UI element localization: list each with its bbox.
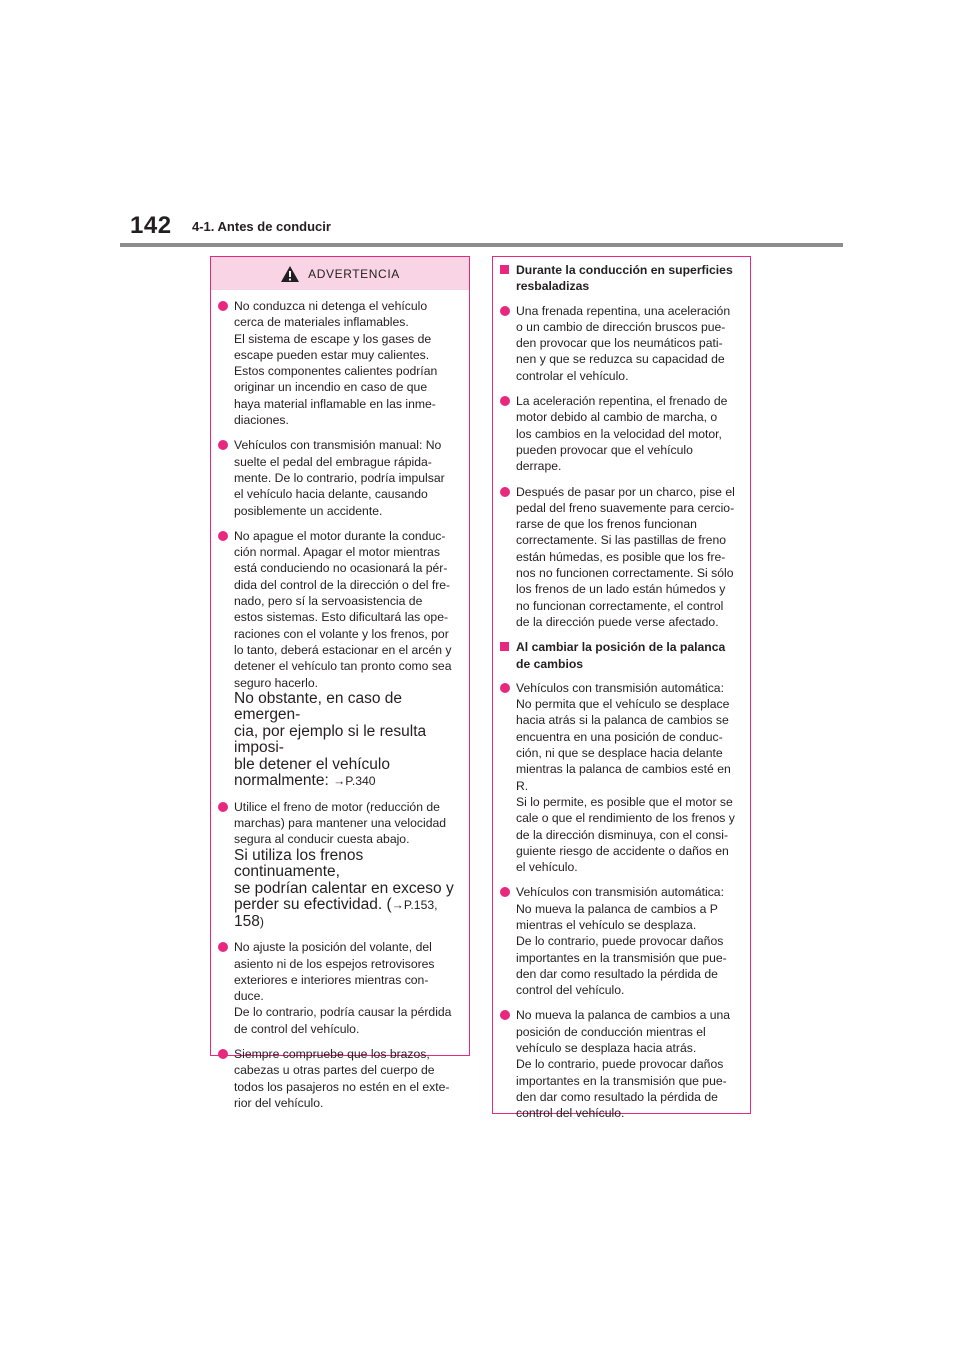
text-line: [234, 347, 463, 363]
text-line: cale o que el rendimiento de los frenos y: [516, 811, 735, 826]
line-text: De lo contrario, podría causar la pérdida: [234, 1005, 452, 1020]
text-line: den dar como resultado la pérdida de: [516, 1089, 718, 1104]
text-line: Después de pasar por un charco, pise el: [516, 484, 735, 499]
bullet-icon: [218, 942, 228, 952]
text-line: [234, 486, 463, 502]
line-text: todos los pasajeros no estén en el exte-: [234, 1079, 450, 1094]
text-line: den dar como resultado la pérdida de: [516, 966, 718, 981]
text-line: [234, 675, 463, 691]
text-line: [234, 831, 463, 847]
text-line: den provocar que los neumáticos pati-: [516, 336, 723, 351]
line-text: asiento ni de los espejos retrovisores: [234, 956, 435, 971]
text-line: están húmedas, es posible que los fre-: [516, 549, 726, 564]
text-line: [234, 363, 463, 379]
line-text: Siempre compruebe que los brazos,: [234, 1047, 430, 1061]
text-line: correctamente. Si las pastillas de freno: [516, 533, 726, 548]
text-line: [234, 848, 463, 881]
text-line: control del vehículo.: [516, 983, 625, 998]
text-line: De lo contrario, puede provocar daños: [516, 934, 724, 949]
bullet-icon: [218, 1049, 228, 1059]
line-text: de control del vehículo.: [234, 1021, 360, 1036]
page-reference: →P.340: [333, 774, 376, 789]
warning-item: [217, 799, 463, 930]
text-line: [234, 577, 463, 593]
text-line: [234, 609, 463, 625]
warning-item: [217, 528, 463, 790]
text-line: [234, 470, 463, 486]
line-text: cia, por ejemplo si le resulta imposi-: [234, 722, 427, 757]
text-line: [234, 412, 463, 428]
heading-line: Durante la conducción en superficies: [516, 263, 733, 277]
line-text: ción normal. Apagar el motor mientras: [234, 545, 440, 560]
text-line: encuentra en una posición de conduc-: [516, 729, 723, 744]
text-line: [234, 658, 463, 674]
line-text: segura al conducir cuesta abajo.: [234, 832, 410, 847]
text-line: pedal del freno suavemente para cercio-: [516, 500, 735, 515]
header-divider: [120, 243, 843, 247]
text-line: mientras la palanca de cambios esté en: [516, 762, 731, 777]
text-line: nos no funcionen correctamente. Si sólo: [516, 566, 734, 581]
text-line: o un cambio de dirección bruscos pue-: [516, 319, 726, 334]
text-line: [234, 396, 463, 412]
text-line: [234, 379, 463, 395]
text-line: [234, 1046, 463, 1062]
line-text: está conduciendo no ocasionará la pér-: [234, 561, 448, 576]
text-line: los frenos de un lado están húmedos y: [516, 582, 726, 597]
text-line: [234, 1079, 463, 1095]
page-reference: →P.153,: [391, 898, 438, 913]
text-line: [234, 939, 463, 955]
text-line: de la dirección puede verse afectado.: [516, 614, 719, 629]
bullet-icon: [500, 306, 510, 316]
info-item: [499, 393, 744, 474]
text-line: hacia atrás si la palanca de cambios se: [516, 713, 729, 728]
square-bullet-icon: [500, 642, 509, 651]
line-text: nado, pero sí la servoasistencia de: [234, 594, 423, 609]
info-item: [499, 484, 744, 631]
text-line: [234, 1021, 463, 1037]
line-text: lo tanto, deberá estacionar en el arcén y: [234, 642, 452, 657]
text-line: [234, 914, 463, 931]
square-bullet-icon: [500, 265, 509, 274]
line-text: cabezas u otras partes del cuerpo de: [234, 1063, 435, 1078]
text-line: [234, 1062, 463, 1078]
bullet-icon: [500, 396, 510, 406]
text-line: [234, 331, 463, 347]
text-line: nen y que se reduzca su capacidad de: [516, 352, 725, 367]
info-item: [499, 303, 744, 384]
text-line: de la dirección disminuya, con el consi-: [516, 827, 729, 842]
text-line: [234, 956, 463, 972]
line-text: rior del vehículo.: [234, 1095, 324, 1110]
text-line: controlar el vehículo.: [516, 368, 629, 383]
line-text: ble detener el vehículo: [234, 755, 390, 773]
warning-item: [217, 298, 463, 428]
text-line: motor debido al cambio de marcha, o: [516, 410, 718, 425]
text-line: De lo contrario, puede provocar daños: [516, 1057, 724, 1072]
text-line: vehículo se desplaza hacia atrás.: [516, 1041, 697, 1056]
info-content: [493, 257, 750, 1122]
text-line: [234, 972, 463, 988]
line-text: Si utiliza los frenos continuamente,: [234, 846, 364, 881]
line-text: Vehículos con transmisión manual: No: [234, 438, 442, 453]
text-line: [234, 544, 463, 560]
text-line: [234, 593, 463, 609]
text-line: importantes en la transmisión que pue-: [516, 1073, 727, 1088]
line-text: el vehículo hacia delante, causando: [234, 487, 428, 502]
warning-content: [211, 290, 469, 1111]
text-line: [234, 691, 463, 724]
line-text: raciones con el volante y los frenos, por: [234, 626, 449, 641]
bullet-icon: [500, 683, 510, 693]
text-line: [234, 1095, 463, 1111]
section-title: 4-1. Antes de conducir: [192, 219, 331, 234]
text-line: [234, 988, 463, 1004]
text-line: No mueva la palanca de cambios a una: [516, 1008, 731, 1023]
info-item: [499, 884, 744, 998]
text-line: [234, 773, 463, 790]
info-item: [499, 1007, 744, 1121]
text-line: [234, 757, 463, 774]
line-text: suelte el pedal del embrague rápida-: [234, 454, 432, 469]
text-line: La aceleración repentina, el frenado de: [516, 394, 728, 409]
line-text: dida del control de la dirección o del fre-: [234, 577, 451, 592]
text-line: Si lo permite, es posible que el motor se: [516, 794, 733, 809]
text-line: no funcionan correctamente, el control: [516, 598, 724, 613]
line-text: marchas) para mantener una velocidad: [234, 816, 447, 831]
bullet-icon: [500, 487, 510, 497]
line-text: mente. De lo contrario, podría impulsar: [234, 470, 445, 485]
text-line: [234, 528, 463, 544]
bullet-icon: [218, 440, 228, 450]
text-line: guiente riesgo de accidente o daños en: [516, 843, 729, 858]
text-line: [234, 437, 463, 453]
text-line: [234, 298, 463, 314]
page-header: [0, 0, 960, 250]
warning-triangle-icon: [280, 265, 300, 283]
line-text: diaciones.: [234, 413, 289, 428]
text-line: [234, 799, 463, 815]
line-text: posiblemente un accidente.: [234, 503, 383, 518]
text-line: mientras el vehículo se desplaza.: [516, 917, 697, 932]
text-line: Vehículos con transmisión automática:: [516, 885, 724, 900]
warning-header: [211, 257, 469, 290]
line-text: 158: [234, 912, 260, 930]
line-text: duce.: [234, 989, 264, 1004]
line-text: perder su efectividad. (: [234, 896, 392, 914]
line-text: normalmente:: [234, 772, 334, 790]
line-tail: ): [259, 914, 264, 929]
line-text: El sistema de escape y los gases de: [234, 331, 432, 346]
text-line: [234, 642, 463, 658]
text-line: pueden provocar que el vehículo: [516, 442, 693, 457]
heading-line: Al cambiar la posición de la palanca: [516, 640, 726, 655]
bullet-icon: [500, 887, 510, 897]
text-line: R.: [516, 778, 529, 793]
text-line: [234, 1004, 463, 1020]
line-text: exteriores e interiores mientras con-: [234, 972, 429, 987]
text-line: [234, 897, 463, 914]
info-box: [492, 256, 751, 1121]
text-line: control del vehículo.: [516, 1106, 625, 1121]
bullet-icon: [218, 301, 228, 311]
line-text: Utilice el freno de motor (reducción de: [234, 799, 440, 814]
line-text: Estos componentes calientes podrían: [234, 364, 438, 379]
text-line: Vehículos con transmisión automática:: [516, 680, 724, 695]
line-text: No obstante, en caso de emergen-: [234, 689, 403, 724]
warning-box: [210, 256, 470, 1110]
text-line: [234, 724, 463, 757]
text-line: [234, 314, 463, 330]
warning-item: [217, 1046, 463, 1111]
line-text: detener el vehículo tan pronto como sea: [234, 659, 452, 674]
line-text: cerca de materiales inflamables.: [234, 315, 409, 330]
line-text: No ajuste la posición del volante, del: [234, 940, 432, 955]
heading-line: de cambios: [516, 656, 584, 671]
text-line: No permita que el vehículo se desplace: [516, 697, 730, 712]
text-line: [234, 560, 463, 576]
subheading: [499, 639, 744, 672]
text-line: No mueva la palanca de cambios a P: [516, 901, 718, 916]
info-item: [499, 680, 744, 876]
line-text: haya material inflamable en las inme-: [234, 396, 436, 411]
line-text: se podrían calentar en exceso y: [234, 879, 454, 897]
warning-item: [217, 437, 463, 518]
line-text: seguro hacerlo.: [234, 675, 319, 690]
warning-title: ADVERTENCIA: [308, 266, 400, 281]
text-line: [234, 881, 463, 898]
text-line: rarse de que los frenos funcionan: [516, 517, 697, 532]
warning-item: [217, 939, 463, 1037]
text-line: Una frenada repentina, una aceleración: [516, 303, 731, 318]
text-line: [234, 503, 463, 519]
bullet-icon: [218, 802, 228, 812]
text-line: posición de conducción mientras el: [516, 1024, 706, 1039]
text-line: [234, 454, 463, 470]
text-line: [234, 626, 463, 642]
bullet-icon: [218, 531, 228, 541]
text-line: derrape.: [516, 459, 562, 474]
line-text: escape pueden estar muy calientes.: [234, 347, 430, 362]
line-text: No apague el motor durante la conduc-: [234, 528, 446, 543]
text-line: [234, 815, 463, 831]
heading-line: resbaladizas: [516, 279, 590, 294]
subheading: [499, 262, 744, 295]
text-line: el vehículo.: [516, 860, 578, 875]
line-text: originar un incendio en caso de que: [234, 380, 428, 395]
line-text: estos sistemas. Esto dificultará las ope-: [234, 610, 449, 625]
bullet-icon: [500, 1010, 510, 1020]
page-number: 142: [130, 212, 172, 239]
line-text: No conduzca ni detenga el vehículo: [234, 299, 428, 313]
text-line: importantes en la transmisión que pue-: [516, 950, 727, 965]
text-line: ción, ni que se desplace hacia delante: [516, 746, 723, 761]
text-line: los cambios en la velocidad del motor,: [516, 426, 722, 441]
